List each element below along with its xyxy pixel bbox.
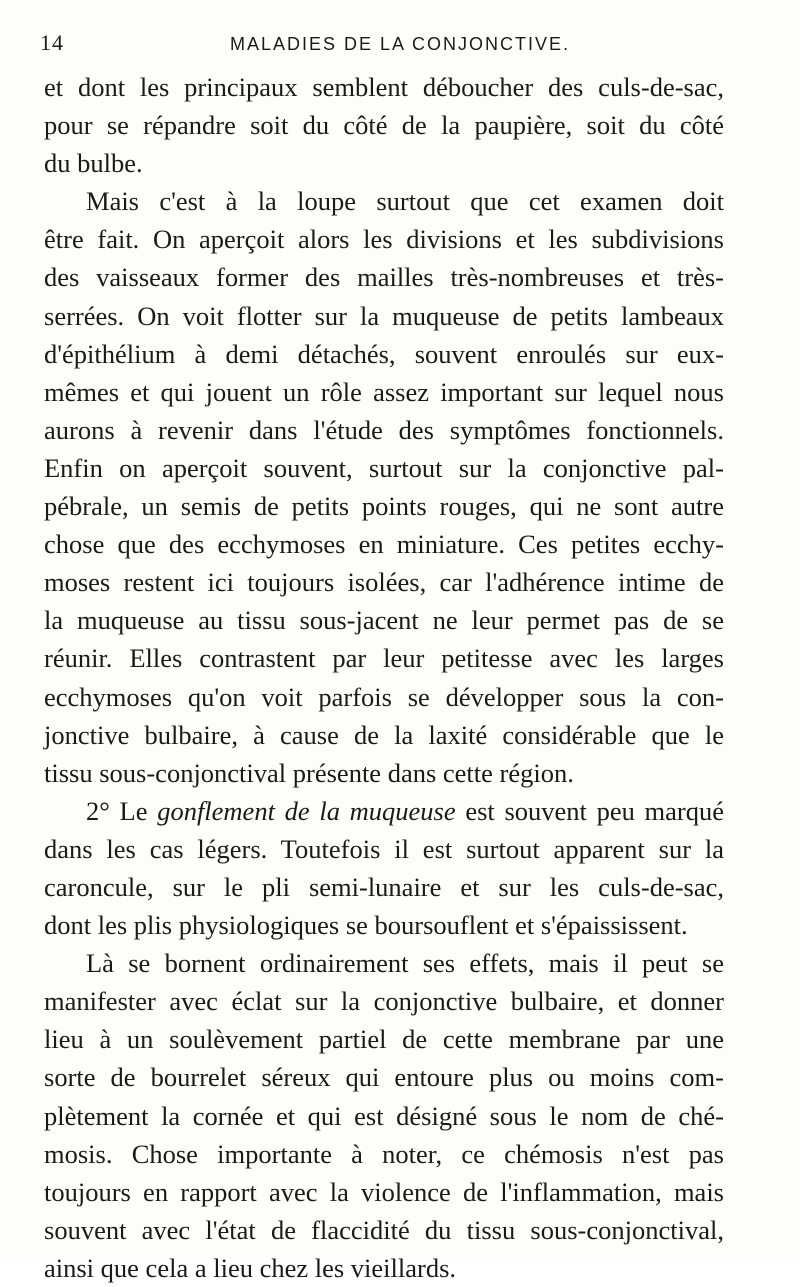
text-line: lieu à un soulèvement partiel de cette membrane par une	[44, 1024, 724, 1055]
text-line: chose que des ecchymoses en miniature. Ces petites ecchy-	[44, 529, 724, 560]
page-number: 14	[40, 30, 64, 55]
text-line: réunir. Elles contrastent par leur petitesse avec les larges	[44, 643, 724, 674]
text-line: mosis. Chose importante à noter, ce chémosis n'est pas	[44, 1138, 724, 1169]
text-line-paragraph-2	[44, 792, 724, 830]
text-line: moses restent ici toujours isolées, car l'adhérence intime de	[44, 567, 724, 598]
text-line: Là se bornent ordinairement ses effets, mais il peut se	[86, 948, 724, 979]
body-text	[44, 68, 724, 1287]
text-line: des vaisseaux former des mailles très-nombreuses et très-	[44, 262, 724, 293]
text-line: serrées. On voit flotter sur la muqueuse de petits lambeaux	[44, 300, 724, 331]
text-line: ecchymoses qu'on voit parfois se développer sous la con-	[44, 681, 724, 712]
text-line: du bulbe.	[44, 148, 143, 179]
running-title: MALADIES DE LA CONJONCTIVE.	[230, 34, 571, 54]
text-line: la muqueuse au tissu sous-jacent ne leur permet pas de se	[44, 605, 724, 636]
text-line: pour se répandre soit du côté de la paupière, soit du côté	[44, 110, 724, 141]
page-header	[40, 30, 740, 60]
text-line: être fait. On aperçoit alors les divisions et les subdivisions	[44, 224, 724, 255]
text-line: dans les cas légers. Toutefois il est surtout apparent sur la	[44, 833, 724, 864]
text-line: d'épithélium à demi détachés, souvent enroulés sur eux-	[44, 338, 724, 369]
text-line: mêmes et qui jouent un rôle assez important sur lequel nous	[44, 376, 724, 407]
text-line: aurons à revenir dans l'étude des symptômes fonctionnels.	[44, 414, 724, 445]
para2-italic: gonflement de la muqueuse	[157, 795, 456, 826]
text-line: sorte de bourrelet séreux qui entoure plus ou moins com-	[44, 1062, 724, 1093]
text-line: pébrale, un semis de petits points rouges, qui ne sont autre	[44, 491, 724, 522]
para2-prefix: 2° Le	[86, 795, 158, 826]
text-line: ainsi que cela a lieu chez les vieillards.	[44, 1252, 457, 1283]
text-line: Mais c'est à la loupe surtout que cet examen doit	[86, 186, 724, 217]
text-line: toujours en rapport avec la violence de l'inflammation, mais	[44, 1176, 724, 1207]
text-line: Enfin on aperçoit souvent, surtout sur la conjonctive pal-	[44, 452, 724, 483]
para2-suffix: est souvent peu marqué	[455, 795, 724, 826]
text-line: plètement la cornée et qui est désigné sous le nom de ché-	[44, 1100, 724, 1131]
text-line: caroncule, sur le pli semi-lunaire et sur les culs-de-sac,	[44, 871, 724, 902]
text-line: souvent avec l'état de flaccidité du tissu sous-conjonctival,	[44, 1214, 724, 1245]
text-line: dont les plis physiologiques se boursouflent et s'épaississent.	[44, 910, 688, 941]
text-line: et dont les principaux semblent déboucher des culs-de-sac,	[44, 72, 724, 102]
text-line: jonctive bulbaire, à cause de la laxité considérable que le	[44, 719, 724, 750]
text-line: manifester avec éclat sur la conjonctive bulbaire, et donner	[44, 986, 724, 1017]
text-line: tissu sous-conjonctival présente dans cette région.	[44, 757, 574, 788]
